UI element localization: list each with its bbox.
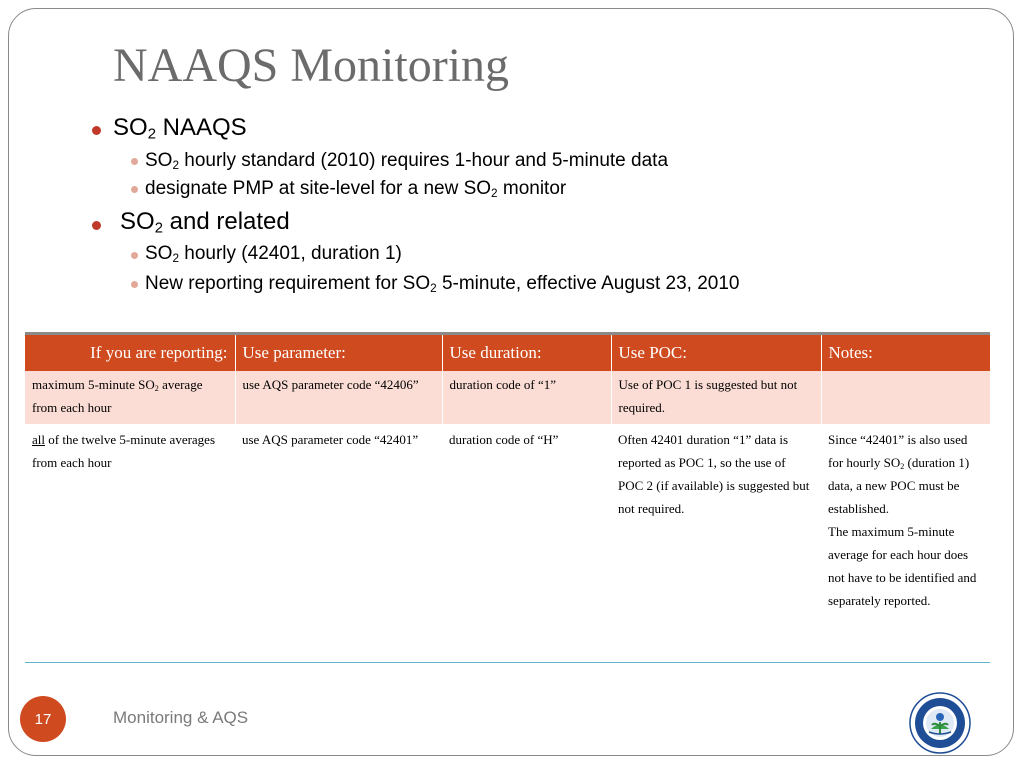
cell-poc: Often 42401 duration “1” data is reported as POC 1, so the use of POC 2 (if available) is suggested but not required. [611, 425, 821, 663]
bullet-so2-naaqs: $SO_2$ NAAQS [113, 114, 247, 143]
bullet-dot [131, 186, 138, 193]
bullet-dot [131, 281, 138, 288]
bullet-dot [131, 158, 138, 165]
bullet-new-reporting: New reporting requirement for $SO_2$ 5-minute, effective August 23, 2010 [145, 273, 740, 295]
bullet-dot [92, 126, 101, 135]
cell-poc: Use of POC 1 is suggested but not required. [611, 371, 821, 425]
bullet-designate-pmp: designate PMP at site-level for a new $SO_2$ monitor [145, 178, 567, 200]
cell-duration: duration code of “1” [442, 371, 611, 425]
table-row [25, 425, 990, 663]
table-row [25, 371, 990, 425]
footer-text: Monitoring & AQS [113, 708, 249, 727]
page-number-badge: 17 [20, 696, 66, 742]
header-duration: Use duration: [442, 334, 611, 372]
header-notes: Notes: [821, 334, 990, 372]
bullet-dot [131, 252, 138, 259]
reporting-table [25, 332, 990, 663]
bullet-dot [92, 221, 101, 230]
header-poc: Use POC: [611, 334, 821, 372]
cell-notes: Since “42401” is also used for hourly $SO_2$ (duration 1) data, a new POC must be established. The maximum 5-minute average for each hour does not have to be identified and separately reported. [821, 425, 990, 663]
cell-reporting: all of the twelve 5-minute averages from each hour [25, 425, 235, 663]
slide-title: NAAQS Monitoring [113, 39, 510, 92]
cell-reporting: maximum 5-minute $SO_2$ average from each hour [25, 371, 235, 425]
header-parameter: Use parameter: [235, 334, 442, 372]
cell-parameter: use AQS parameter code “42401” [235, 425, 442, 663]
header-reporting: If you are reporting: [25, 334, 235, 372]
table-header-row [25, 334, 990, 372]
bullet-so2-hourly: $SO_2$ hourly (42401, duration 1) [145, 243, 402, 265]
cell-parameter: use AQS parameter code “42406” [235, 371, 442, 425]
cell-duration: duration code of “H” [442, 425, 611, 663]
bullet-hourly-standard: $SO_2$ hourly standard (2010) requires 1-hour and 5-minute data [145, 150, 669, 172]
bullet-so2-related: $SO_2$ and related [120, 208, 290, 237]
cell-notes [821, 371, 990, 425]
epa-seal-icon [909, 692, 971, 754]
